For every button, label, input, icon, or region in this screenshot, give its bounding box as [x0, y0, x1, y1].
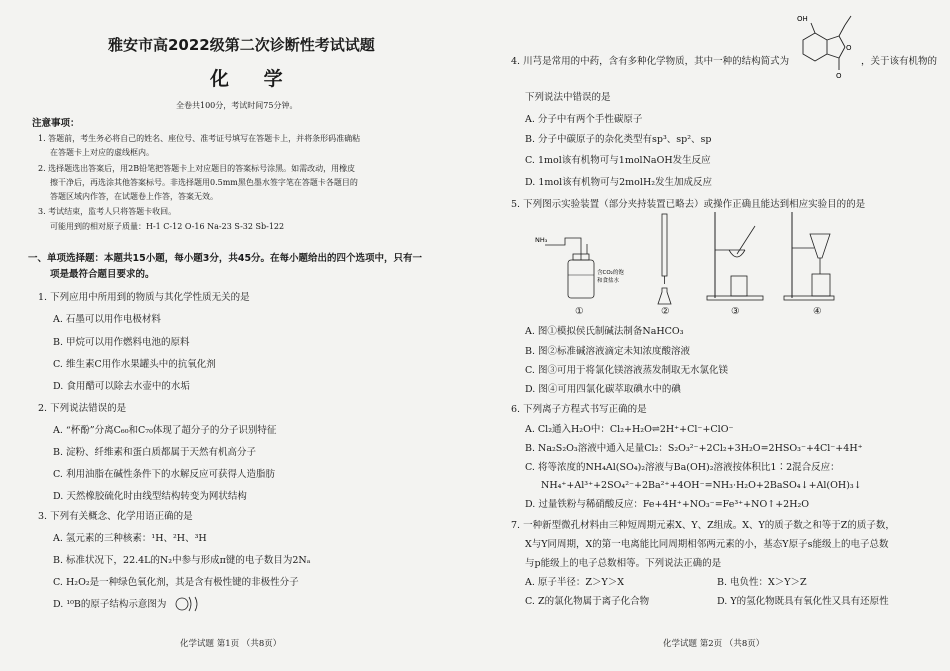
- score-info: 全卷共100分，考试时间75分钟。: [176, 101, 298, 110]
- question-7-line-1: 7. 一种新型微孔材料由三种短周期元素X、Y、Z组成。X、Y的质子数之和等于Z的质子数，: [511, 520, 895, 531]
- q5-option-c: C. 图③可用于将氯化镁溶液蒸发制取无水氯化镁: [525, 365, 728, 376]
- section-heading-cont: 项是最符合题目要求的。: [50, 269, 155, 280]
- page-footer: 化学试题 第2页 （共8页）: [663, 639, 765, 649]
- q3-option-d: D. ¹⁰B的原子结构示意图为: [53, 599, 167, 610]
- q2-option-b: B. 淀粉、纤维素和蛋白质都属于天然有机高分子: [53, 447, 257, 458]
- q6-option-a: A. Cl₂通入H₂O中：Cl₂+H₂O⇌2H⁺+Cl⁻+ClO⁻: [525, 424, 734, 435]
- solution-label-2: 和食盐水: [597, 278, 620, 284]
- q1-option-d: D. 食用醋可以除去水壶中的水垢: [53, 381, 190, 392]
- q2-option-a: A. “杯酚”分离C₆₀和C₇₀体现了超分子的分子识别特征: [53, 425, 277, 436]
- question-7-line-3: 与p能级上的电子总数相等。下列说法正确的是: [525, 558, 722, 569]
- subject-title: 化 学: [210, 68, 297, 90]
- notice-line: 1. 答题前，考生务必将自己的姓名、座位号、准考证号填写在答题卡上，并将条形码准确粘: [38, 134, 361, 143]
- q1-option-b: B. 甲烷可以用作燃料电池的原料: [53, 337, 190, 348]
- notice-line: 3. 考试结束，监考人只将答题卡收回。: [38, 207, 177, 216]
- apparatus-figure-2: [650, 212, 680, 307]
- atom-structure-diagram: [174, 594, 204, 614]
- q4-option-a: A. 分子中有两个手性碳原子: [525, 114, 643, 125]
- chuanxiong-structure-formula: [785, 10, 865, 90]
- q6-option-c: C. 将等浓度的NH₄Al(SO₄)₂溶液与Ba(OH)₂溶液按体积比1∶2混合反应：: [525, 462, 840, 473]
- ring-o-label: O: [846, 44, 852, 52]
- question-3-stem: 3. 下列有关概念、化学用语正确的是: [38, 511, 193, 522]
- q1-option-c: C. 维生素C用作水果罐头中的抗氧化剂: [53, 359, 216, 370]
- q5-option-b: B. 图②标准碱溶液滴定未知浓度酸溶液: [525, 346, 691, 357]
- exam-title: 雅安市高2022级第二次诊断性考试试题: [108, 36, 375, 54]
- q4-option-c: C. 1mol该有机物可与1molNaOH发生反应: [525, 155, 711, 166]
- notice-line: 擦干净后，再选涂其他答案标号。非选择题用0.5mm黑色墨水签字笔在答题卡各题目的: [50, 178, 358, 187]
- question-1-stem: 1. 下列应用中所用到的物质与其化学性质无关的是: [38, 292, 250, 303]
- q4-option-d: D. 1mol该有机物可与2molH₂发生加成反应: [525, 177, 713, 188]
- question-7-line-2: X与Y同周期，X的第一电离能比同周期相邻两元素的小，基态Y原子s能级上的电子总数: [525, 539, 889, 550]
- q7-option-d: D. Y的氢化物既具有氧化性又具有还原性: [717, 596, 889, 607]
- figure-label-4: ④: [813, 306, 822, 317]
- notice-line: 答题区域内作答，在试题卷上作答，答案无效。: [50, 192, 218, 201]
- notice-line: 2. 选择题选出答案后，用2B铅笔把答题卡上对应题目的答案标号涂黑。如需改动，用橡皮: [38, 164, 356, 173]
- q2-option-d: D. 天然橡胶硫化时由线型结构转变为网状结构: [53, 491, 247, 502]
- oh-label: OH: [797, 15, 808, 23]
- notice-title: 注意事项：: [32, 118, 80, 129]
- exam-page-2: [475, 0, 950, 671]
- q5-option-d: D. 图④可用四氯化碳萃取碘水中的碘: [525, 384, 681, 395]
- question-4-stem: 4. 川芎是常用的中药，含有多种化学物质，其中一种的结构简式为: [511, 56, 790, 67]
- q3-option-c: C. H₂O₂是一种绿色氧化剂，其是含有极性键的非极性分子: [53, 577, 299, 588]
- q6-option-d: D. 过量铁粉与稀硝酸反应：Fe+4H⁺+NO₃⁻=Fe³⁺+NO↑+2H₂O: [525, 499, 810, 510]
- question-4-stem-tail: ，关于该有机物的: [861, 56, 938, 67]
- q4-option-b: B. 分子中碳原子的杂化类型有sp³、sp²、sp: [525, 134, 712, 145]
- q6-option-c-equation: NH₄⁺+Al³⁺+2SO₄²⁻+2Ba²⁺+4OH⁻=NH₃·H₂O+2BaSO₄↓+Al(OH)₃↓: [541, 480, 862, 491]
- solution-label-1: 含CO₂的饱: [597, 270, 624, 276]
- page-footer: 化学试题 第1页 （共8页）: [180, 639, 282, 649]
- q1-option-a: A. 石墨可以用作电极材料: [53, 314, 161, 325]
- question-5-stem: 5. 下列图示实验装置（部分夹持装置已略去）或操作正确且能达到相应实验目的的是: [511, 199, 866, 210]
- question-2-stem: 2. 下列说法错误的是: [38, 403, 127, 414]
- apparatus-figure-3: [705, 208, 770, 303]
- notice-line: 在答题卡上对应的虚线框内。: [50, 148, 154, 157]
- section-heading: 一、单项选择题：本题共15小题，每小题3分，共45分。在每小题给出的四个选项中，只有一: [28, 253, 423, 264]
- question-6-stem: 6. 下列离子方程式书写正确的是: [511, 404, 647, 415]
- q7-option-b: B. 电负性：X＞Y＞Z: [717, 577, 807, 588]
- q7-option-a: A. 原子半径：Z＞Y＞X: [525, 577, 625, 588]
- q6-option-b: B. Na₂S₂O₃溶液中通入足量Cl₂：S₂O₃²⁻+2Cl₂+3H₂O=2HSO₃⁻+4Cl⁻+4H⁺: [525, 443, 863, 454]
- q5-option-a: A. 图①模拟侯氏制碱法制备NaHCO₃: [525, 326, 684, 337]
- apparatus-figure-1: [535, 230, 635, 305]
- q2-option-c: C. 利用油脂在碱性条件下的水解反应可获得人造脂肪: [53, 469, 275, 480]
- q3-option-a: A. 氢元素的三种核素：¹H、²H、³H: [53, 533, 207, 544]
- figure-label-2: ②: [661, 306, 670, 317]
- atomic-mass-line: 可能用到的相对原子质量：H-1 C-12 O-16 Na-23 S-32 Sb-122: [50, 222, 285, 231]
- q7-option-c: C. Z的氯化物属于离子化合物: [525, 596, 650, 607]
- figure-label-3: ③: [731, 306, 740, 317]
- figure-label-1: ①: [575, 306, 584, 317]
- carbonyl-o-label: O: [836, 72, 842, 80]
- question-4-stem-2: 下列说法中错误的是: [525, 92, 611, 103]
- nh3-label: NH₃: [535, 236, 548, 244]
- q3-option-b: B. 标准状况下，22.4L的N₂中参与形成π键的电子数目为2Nₐ: [53, 555, 311, 566]
- apparatus-figure-4: [780, 208, 850, 303]
